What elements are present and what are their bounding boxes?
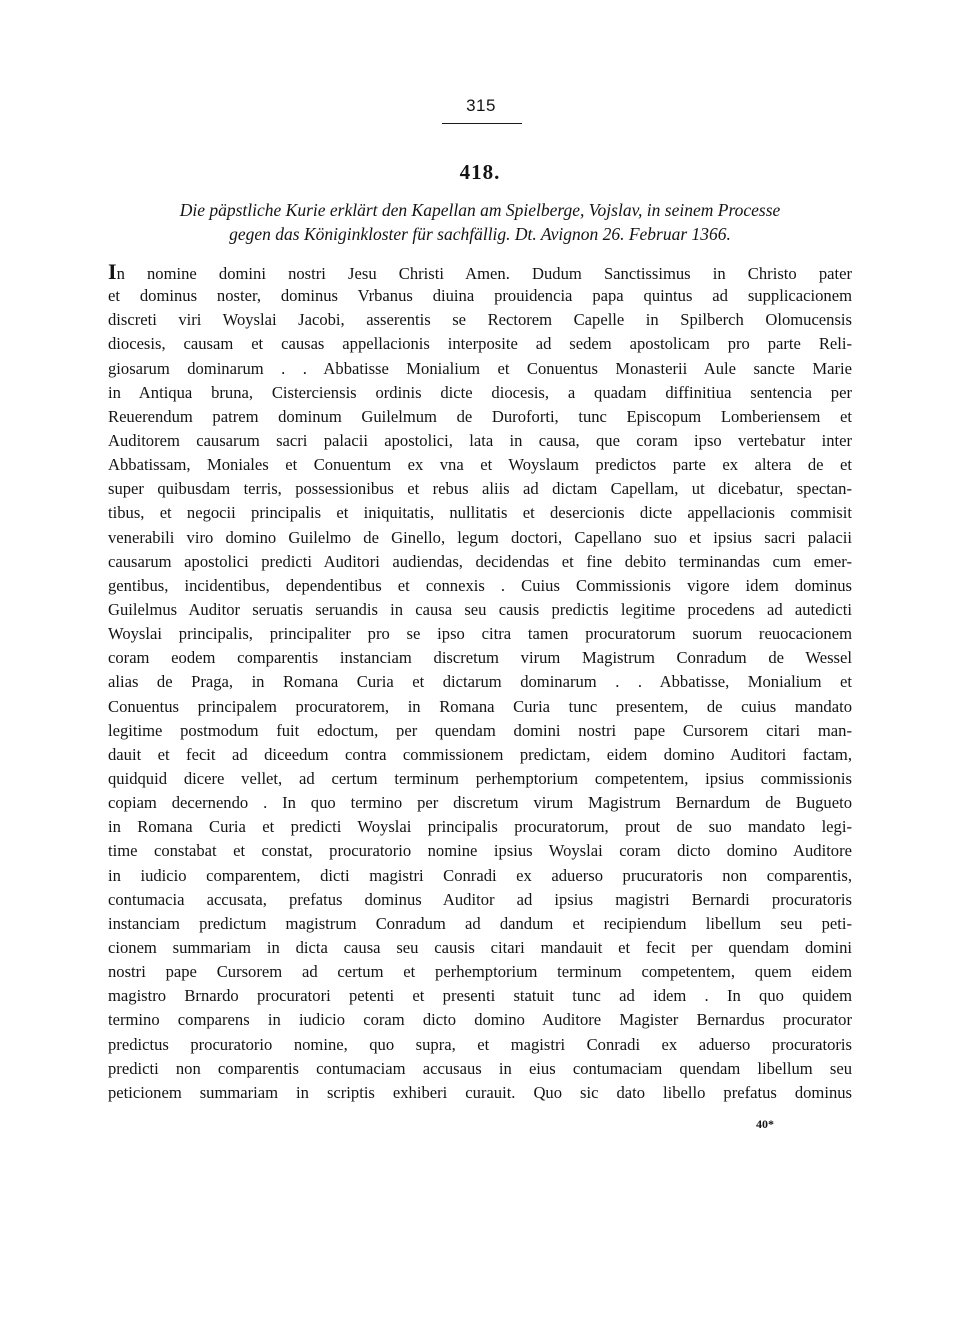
body-line: coram eodem comparentis instanciam discretum virum Magistrum Conradum de Wessel	[108, 648, 852, 668]
heading-line: Die päpstliche Kurie erklärt den Kapellan am Spielberge, Vojslav, in seinem Processe	[179, 200, 781, 220]
body-line: predictus procuratorio nomine, quo supra, et magistri Conradi ex aduerso procuratoris	[108, 1034, 852, 1054]
body-line: quidquid dicere vellet, ad certum terminum perhemptorium competentem, ipsius commissionis	[108, 768, 852, 788]
body-line: copiam decernendo . In quo termino per discretum virum Magistrum Bernardum de Bugueto	[108, 793, 852, 813]
body-line: instanciam predictum magistrum Conradum ad dandum et recipiendum libellum seu peti-	[108, 913, 852, 933]
body-line: Auditorem causarum sacri palacii apostolici, lata in causa, que coram ipso vertebatur inter	[108, 430, 852, 450]
document-body	[108, 260, 852, 1105]
body-line: discreti viri Woyslai Jacobi, asserentis se Rectorem Capelle in Spilberch Olomucensis	[108, 310, 852, 330]
body-line: In nomine domini nostri Jesu Christi Amen. Dudum Sanctissimus in Christo pater	[108, 260, 852, 284]
body-line: nostri pape Cursorem ad certum et perhemptorium terminum competentem, quem eidem	[108, 962, 852, 982]
page-number-rule	[442, 123, 522, 124]
body-line: dauit et fecit ad diceedum contra commissionem predictam, eidem domino Auditori factam,	[108, 744, 852, 764]
document-heading	[106, 198, 854, 246]
body-line: et dominus noster, dominus Vrbanus diuina prouidencia papa quintus ad supplicacionem	[108, 286, 852, 306]
body-line: contumacia accusata, prefatus dominus Auditor ad ipsius magistri Bernardi procuratoris	[108, 889, 852, 909]
body-line: legitime postmodum fuit edoctum, per quendam domini nostri pape Cursorem citari man-	[108, 720, 852, 740]
sheet-signature: 40*	[756, 1117, 774, 1131]
body-line: Reuerendum patrem dominum Guilelmum de Duroforti, tunc Episcopum Lomberiensem et	[108, 406, 852, 426]
body-line: in Romana Curia et predicti Woyslai principalis procuratorum, prout de suo mandato legi-	[108, 817, 852, 837]
body-line: peticionem summariam in scriptis exhiberi curauit. Quo sic dato libello prefatus dominus	[108, 1082, 852, 1102]
body-line: magistro Brnardo procuratori petenti et presenti statuit tunc ad idem . In quo quidem	[108, 986, 852, 1006]
body-line: in iudicio comparentem, dicti magistri Conradi ex aduerso prucuratoris non comparentis,	[108, 865, 852, 885]
body-line: Abbatissam, Moniales et Conuentum ex vna et Woyslaum predictos parte ex altera de et	[108, 455, 852, 475]
body-line: venerabili viro domino Guilelmo de Ginello, legum doctori, Capellano suo et ipsius sacri palacii	[108, 527, 852, 547]
body-line: super quibusdam terris, possessionibus et rebus aliis ad dictam Capellam, ut dicebatur, spectan-	[108, 479, 852, 499]
body-line: Woyslai principalis, principaliter pro se ipso citra tamen procuratorum suorum reuocacionem	[108, 624, 852, 644]
heading-line: gegen das Königinkloster für sachfällig. Dt. Avignon 26. Februar 1366.	[229, 224, 731, 244]
body-line: Guilelmus Auditor seruatis seruandis in causa seu causis predictis legitime procedens ad autedicti	[108, 599, 852, 619]
body-line: diocesis, causam et causas appellacionis interposite ad sedem apostolicam pro parte Reli-	[108, 334, 852, 354]
body-line: alias de Praga, in Romana Curia et dictarum dominarum . . Abbatisse, Monialium et	[108, 672, 852, 692]
body-line: tibus, et negocii principalis et iniquitatis, nullitatis et desercionis dicte appellacionis commisit	[108, 503, 852, 523]
body-line: in Antiqua bruna, Cisterciensis ordinis dicte diocesis, a quadam diffinitiua sentencia per	[108, 382, 852, 402]
page-number: 315	[466, 96, 496, 115]
body-line: giosarum dominarum . . Abbatisse Monialium et Conuentus Monasterii Aule sancte Marie	[108, 358, 852, 378]
body-line: Conuentus principalem procuratorem, in Romana Curia tunc presentem, de cuius mandato	[108, 696, 852, 716]
body-line: predicti non comparentis contumaciam accusaus in eius contumaciam quendam libellum seu	[108, 1058, 852, 1078]
document-number: 418.	[459, 160, 501, 184]
body-line: causarum apostolici predicti Auditori audiendas, decidendas et fine debito terminandas cum emer-	[108, 551, 852, 571]
body-line: time constabat et constat, procuratorio nomine ipsius Woyslai coram dicto domino Auditore	[108, 841, 852, 861]
body-line: termino comparens in iudicio coram dicto domino Auditore Magister Bernardus procurator	[108, 1010, 852, 1030]
body-line: gentibus, incidentibus, dependentibus et connexis . Cuius Commissionis vigore idem dominus	[108, 575, 852, 595]
body-line: cionem summariam in dicta causa seu causis citari mandauit et fecit per quendam domini	[108, 937, 852, 957]
